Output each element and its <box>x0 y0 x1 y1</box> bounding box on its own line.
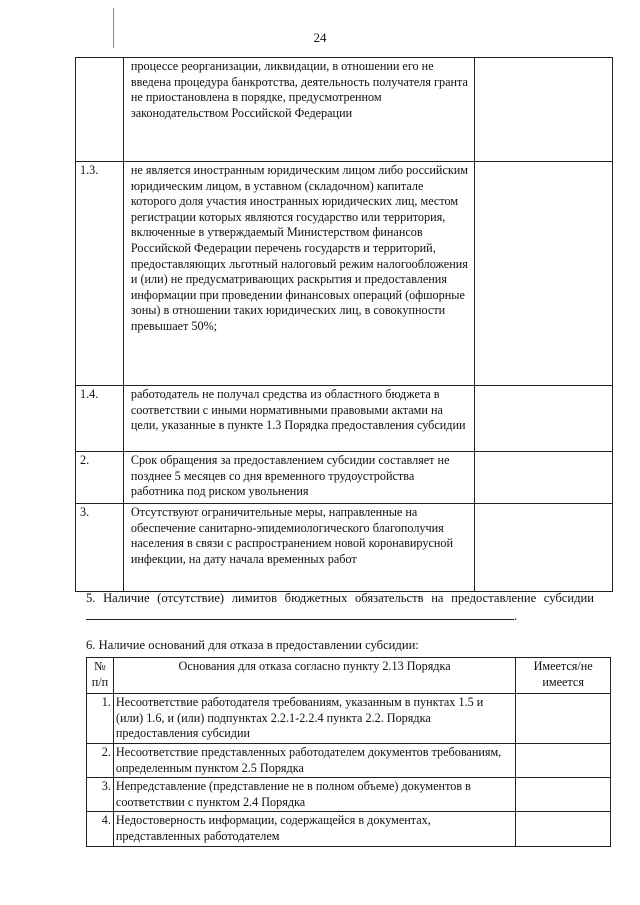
table-header-row <box>87 658 611 694</box>
fill-in-line <box>86 607 514 620</box>
row-text: Недостоверность информации, содержащейся в документах, представленных работодателем <box>113 812 515 846</box>
row-number: 3. <box>76 504 124 592</box>
row-text: процессе реорганизации, ликвидации, в отношении его не введена процедура банкротства, деятельность получателя гранта не приостановлена в порядке, предусмотренном законодательством Российской Федерации <box>123 58 474 162</box>
header-basis: Основания для отказа согласно пункту 2.13 Порядка <box>113 658 515 694</box>
row-number: 1. <box>87 694 114 744</box>
scan-artifact-line <box>113 8 114 48</box>
table-row <box>87 694 611 744</box>
row-status-cell <box>516 812 611 846</box>
row-text: работодатель не получал средства из областного бюджета в соответствии с иными нормативными правовыми актами на цели, указанные в пункте 1.3 Порядка предоставления субсидии <box>123 386 474 452</box>
row-value-cell <box>474 58 612 162</box>
row-number: 4. <box>87 812 114 846</box>
header-status: Имеется/не имеется <box>516 658 611 694</box>
table-row <box>76 386 613 452</box>
table-row <box>76 58 613 162</box>
table-row <box>76 504 613 592</box>
budget-limits-text: 5. Наличие (отсутствие) лимитов бюджетных обязательств на предоставление субсидии <box>86 591 594 605</box>
budget-limits-paragraph <box>86 590 594 625</box>
table-row <box>87 812 611 846</box>
row-status-cell <box>516 694 611 744</box>
row-number: 1.3. <box>76 162 124 386</box>
header-number: № п/п <box>87 658 114 694</box>
row-number <box>76 58 124 162</box>
refusal-grounds-table <box>86 657 611 847</box>
table-row <box>76 162 613 386</box>
row-value-cell <box>474 452 612 504</box>
row-status-cell <box>516 744 611 778</box>
row-value-cell <box>474 504 612 592</box>
row-number: 2. <box>87 744 114 778</box>
page-number: 24 <box>313 30 327 45</box>
table-row <box>76 452 613 504</box>
row-status-cell <box>516 778 611 812</box>
refusal-section-title: 6. Наличие оснований для отказа в предоставлении субсидии: <box>86 638 419 652</box>
row-text: Непредставление (представление не в полном объеме) документов в соответствии с пунктом 2.4 Порядка <box>113 778 515 812</box>
budget-limits-end: . <box>514 609 518 623</box>
row-text: Несоответствие работодателя требованиям, указанным в пунктах 1.5 и (или) 1.6, и (или) подпунктах 2.2.1-2.2.4 пункта 2.2. Порядка предоставления субсидии <box>113 694 515 744</box>
row-value-cell <box>474 386 612 452</box>
row-value-cell <box>474 162 612 386</box>
row-text: Отсутствуют ограничительные меры, направленные на обеспечение санитарно-эпидемиологического благополучия населения в связи с распространением новой коронавирусной инфекции, на дату начала временных работ <box>123 504 474 592</box>
table-row <box>87 778 611 812</box>
row-number: 3. <box>87 778 114 812</box>
row-text: не является иностранным юридическим лицом либо российским юридическим лицом, в уставном (складочном) капитале которого доля участия иностранных юридических лиц, местом регистрации которых являются государство или территория, включенные в утверждаемый Министерством финансов Российской Федерации перечень государств и территорий, предоставляющих льготный налоговый режим налогообложения и (или) не предусматривающих раскрытия и предоставления информации при проведении финансовых операций (офшорные зоны) в отношении таких юридических лиц, в совокупности превышает 50%; <box>123 162 474 386</box>
row-number: 1.4. <box>76 386 124 452</box>
row-number: 2. <box>76 452 124 504</box>
criteria-table <box>75 57 613 592</box>
table-row <box>87 744 611 778</box>
row-text: Несоответствие представленных работодателем документов требованиям, определенным пунктом 2.5 Порядка <box>113 744 515 778</box>
row-text: Срок обращения за предоставлением субсидии составляет не позднее 5 месяцев со дня временного трудоустройства работника под риском увольнения <box>123 452 474 504</box>
